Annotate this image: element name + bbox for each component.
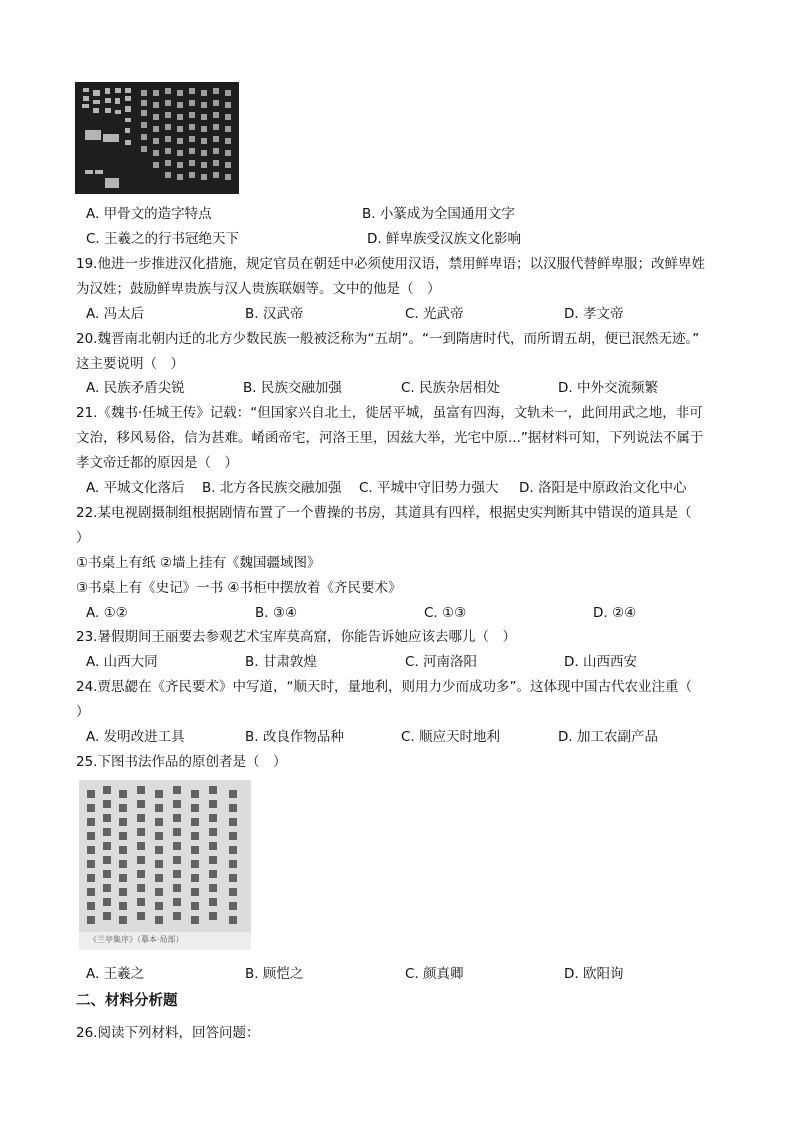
q19-stem-line2: 为汉姓；鼓励鲜卑贵族与汉人贵族联姻等。文中的他是（ ） bbox=[76, 281, 441, 297]
q24-stem-line2: ） bbox=[76, 704, 90, 720]
q20-option-b[interactable]: B. 民族交融加强 bbox=[243, 380, 342, 396]
q19-option-a[interactable]: A. 冯太后 bbox=[86, 306, 145, 322]
q19-option-d[interactable]: D. 孝文帝 bbox=[564, 306, 624, 322]
q21-stem-line1: 21.《魏书·任城王传》记载：“但国家兴自北土，徙居平城，虽富有四海，文轨未一，此间用武之地，非可 bbox=[76, 405, 703, 421]
q18-option-a[interactable]: A. 甲骨文的造字特点 bbox=[86, 206, 212, 222]
rubbing-texture bbox=[75, 82, 239, 194]
q24-option-c[interactable]: C. 顺应天时地利 bbox=[401, 729, 501, 745]
q19-stem-line1: 19.他进一步推进汉化措施，规定官员在朝廷中必须使用汉语，禁用鲜卑语；以汉服代替鲜卑服；改鲜卑姓 bbox=[76, 256, 705, 272]
q24-stem-line1: 24.贾思勰在《齐民要术》中写道，“顺天时，量地利，则用力少而成功多”。这体现中国古代农业注重（ bbox=[76, 679, 692, 695]
q25-option-c[interactable]: C. 颜真卿 bbox=[405, 966, 464, 982]
q25-option-d[interactable]: D. 欧阳询 bbox=[564, 966, 624, 982]
q24-option-d[interactable]: D. 加工农副产品 bbox=[558, 729, 658, 745]
q20-option-a[interactable]: A. 民族矛盾尖锐 bbox=[86, 380, 185, 396]
q20-option-c[interactable]: C. 民族杂居相处 bbox=[401, 380, 501, 396]
calligraphy-texture bbox=[79, 780, 251, 950]
q22-item-line1: ①书桌上有纸 ②墙上挂有《魏国疆域图》 bbox=[76, 555, 321, 571]
q20-option-d[interactable]: D. 中外交流频繁 bbox=[558, 380, 658, 396]
q25-option-a[interactable]: A. 王羲之 bbox=[86, 966, 145, 982]
q20-stem-line2: 这主要说明（ ） bbox=[76, 356, 184, 372]
q22-option-a[interactable]: A. ①② bbox=[86, 605, 128, 621]
q22-option-c[interactable]: C. ①③ bbox=[424, 605, 467, 621]
q25-stem-line1: 25.下图书法作品的原创者是（ ） bbox=[76, 754, 287, 770]
q24-option-a[interactable]: A. 发明改进工具 bbox=[86, 729, 185, 745]
q23-option-a[interactable]: A. 山西大同 bbox=[86, 654, 158, 670]
q23-option-c[interactable]: C. 河南洛阳 bbox=[405, 654, 478, 670]
q19-option-c[interactable]: C. 光武帝 bbox=[405, 306, 464, 322]
q18-option-b[interactable]: B. 小篆成为全国通用文字 bbox=[362, 206, 515, 222]
q23-stem-line1: 23.暑假期间王丽要去参观艺术宝库莫高窟，你能告诉她应该去哪儿（ ） bbox=[76, 629, 516, 645]
inscription-rubbing-image bbox=[75, 82, 239, 194]
q21-option-b[interactable]: B. 北方各民族交融加强 bbox=[202, 480, 342, 496]
q18-option-d[interactable]: D. 鲜卑族受汉族文化影响 bbox=[367, 231, 521, 247]
section-title: 二、材料分析题 bbox=[76, 993, 178, 1009]
q22-option-b[interactable]: B. ③④ bbox=[255, 605, 298, 621]
q23-option-b[interactable]: B. 甘肃敦煌 bbox=[245, 654, 317, 670]
q21-stem-line3: 孝文帝迁都的原因是（ ） bbox=[76, 455, 238, 471]
q24-option-b[interactable]: B. 改良作物品种 bbox=[245, 729, 344, 745]
q22-stem-line2: ） bbox=[76, 530, 90, 546]
q20-stem-line1: 20.魏晋南北朝内迁的北方少数民族一般被泛称为“五胡”。“一到隋唐时代，而所谓五胡，便已泯然无迹。” bbox=[76, 331, 700, 347]
q22-stem-line1: 22.某电视剧摄制组根据剧情布置了一个曹操的书房，其道具有四样，根据史实判断其中错误的道具是（ bbox=[76, 505, 692, 521]
q23-option-d[interactable]: D. 山西西安 bbox=[564, 654, 637, 670]
q25-option-b[interactable]: B. 顾恺之 bbox=[245, 966, 304, 982]
calligraphy-image bbox=[79, 780, 251, 950]
q22-option-d[interactable]: D. ②④ bbox=[593, 605, 637, 621]
q21-option-a[interactable]: A. 平城文化落后 bbox=[86, 480, 185, 496]
q21-option-d[interactable]: D. 洛阳是中原政治文化中心 bbox=[519, 480, 687, 496]
q18-option-c[interactable]: C. 王羲之的行书冠绝天下 bbox=[86, 231, 240, 247]
q21-stem-line2: 文治，移风易俗，信为甚难。崤函帝宅，河洛王里，因兹大举，光宅中原...”据材料可知，下列说法不属于 bbox=[76, 430, 704, 446]
q22-item-line2: ③书桌上有《史记》一书 ④书柜中摆放着《齐民要术》 bbox=[76, 580, 402, 596]
q21-option-c[interactable]: C. 平城中守旧势力强大 bbox=[359, 480, 499, 496]
calligraphy-caption: 《兰亭集序》（摹本·局部） bbox=[89, 935, 184, 944]
q26-stem-line1: 26.阅读下列材料，回答问题： bbox=[76, 1025, 260, 1041]
q19-option-b[interactable]: B. 汉武帝 bbox=[245, 306, 304, 322]
